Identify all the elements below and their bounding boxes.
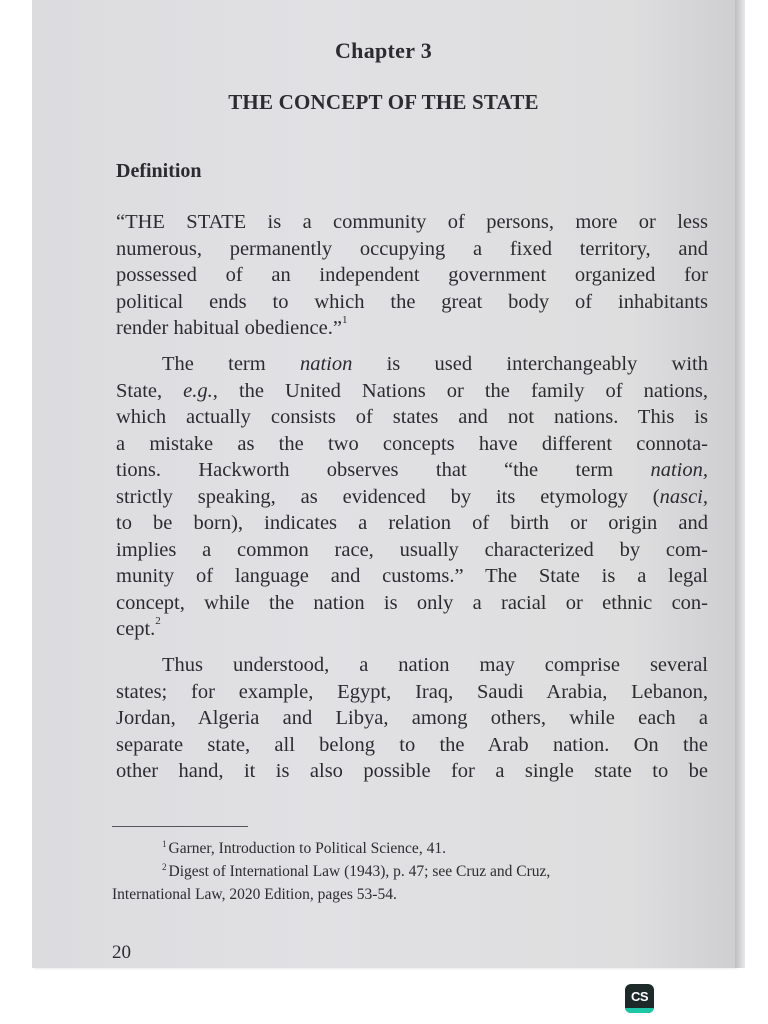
text-line: The term nation is used interchangeably with <box>162 353 708 375</box>
text-line: tions. Hackworth observes that “the term nation, <box>116 459 708 481</box>
text-line: strictly speaking, as evidenced by its etymology (nasci, <box>116 485 708 508</box>
text-line: Jordan, Algeria and Libya, among others, while each a <box>116 707 708 729</box>
section-heading: Definition <box>116 160 202 182</box>
text-line: other hand, it is also possible for a single state to be <box>116 760 708 782</box>
chapter-label: Chapter 3 <box>334 38 433 63</box>
text-line: render habitual obedience.”$^1$ <box>116 314 348 339</box>
chapter-title: THE CONCEPT OF THE STATE <box>228 90 539 114</box>
text-line: numerous, permanently occupying a fixed territory, and <box>116 237 708 260</box>
footnotes <box>112 838 710 906</box>
paragraph-definition <box>116 209 708 342</box>
footnote-2: $^2$ Digest of International Law (1943), p. 47; see Cruz and Cruz, <box>162 862 551 880</box>
footnote-ref: 2 <box>155 615 161 628</box>
footnote-2-continued: International Law, 2020 Edition, pages 53-54. <box>112 886 397 903</box>
page-number: 20 <box>112 942 131 963</box>
text-line: State, e.g., the United Nations or the family of nations, <box>116 379 708 402</box>
text-line: separate state, all belong to the Arab nation. On the <box>116 733 708 756</box>
paragraph-nation <box>116 351 708 643</box>
footnote-1: $^1$ Garner, Introduction to Political Science, 41. <box>162 839 446 857</box>
text-line: states; for example, Egypt, Iraq, Saudi Arabia, Lebanon, <box>116 680 708 703</box>
camscanner-logo-icon <box>625 984 654 1013</box>
text-line: cept.$^2$ <box>116 615 161 640</box>
text-line: “THE STATE is a community of persons, more or less <box>116 211 708 233</box>
text-line: Thus understood, a nation may comprise several <box>162 654 708 676</box>
page-edge <box>735 0 745 968</box>
text-line: implies a common race, usually characterized by com- <box>116 538 708 561</box>
text-line: which actually consists of states and not nations. This is <box>116 406 708 428</box>
text-line: concept, while the nation is only a racial or ethnic con- <box>116 591 708 614</box>
text-line: munity of language and customs.” The State is a legal <box>116 565 708 587</box>
footnote-ref: 1 <box>341 314 348 327</box>
text-line: political ends to which the great body of inhabitants <box>116 290 708 313</box>
footnote-divider <box>112 826 248 827</box>
text-line: a mistake as the two concepts have different connota- <box>116 432 708 455</box>
paragraph-examples <box>116 652 708 785</box>
logo-label: CS <box>630 989 649 1004</box>
text-line: possessed of an independent government organized for <box>116 264 708 286</box>
text-line: to be born), indicates a relation of birth or origin and <box>116 512 708 534</box>
logo-stripe <box>625 1008 654 1013</box>
